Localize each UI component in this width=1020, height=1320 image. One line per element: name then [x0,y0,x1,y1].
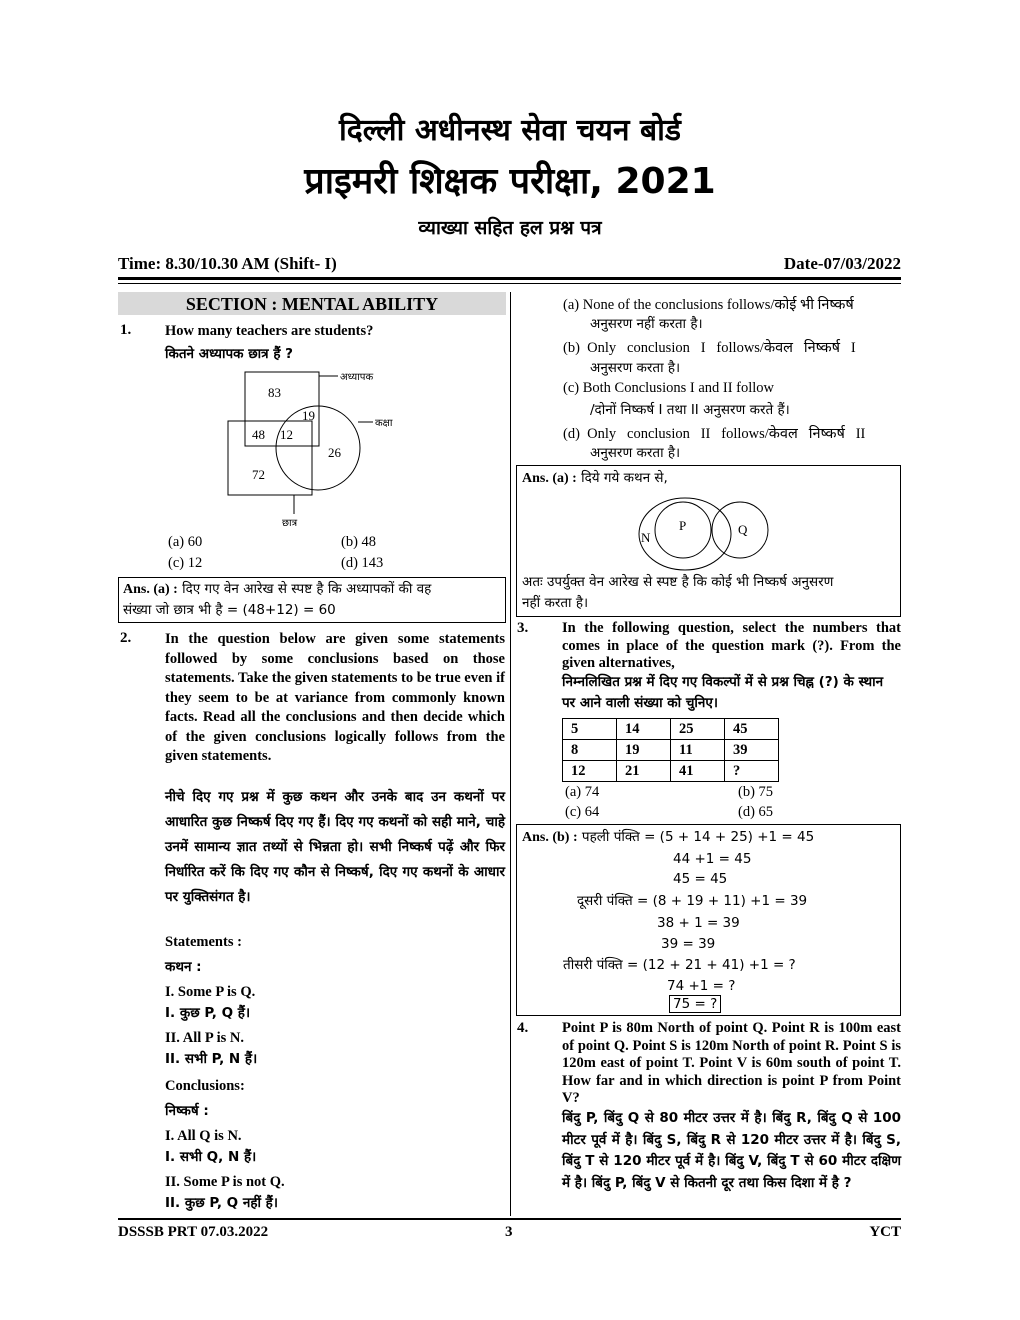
table-row [563,761,779,782]
venn-val-26: 26 [328,445,341,460]
q3-option-b: (b) 75 [738,784,774,800]
q3-answer-final: 75 = ? [669,995,721,1013]
q2-option-a-2: अनुसरण नहीं करता है। [590,316,703,332]
table-row [563,719,779,740]
q2-answer-text-2: अतः उपर्युक्त वेन आरेख से स्पष्ट है कि कोई भी निष्कर्ष अनुसरण [522,574,834,590]
table-cell: 25 [671,719,725,740]
venn-val-19: 19 [302,408,315,423]
header-rule [118,277,901,280]
q2-number: 2. [120,630,132,646]
q4-number: 4. [517,1020,529,1036]
q2-conclusions-hi: निष्कर्ष : [165,1103,209,1119]
q1-answer-box [118,577,506,623]
q3-answer-line-3: 45 = 45 [673,871,728,887]
q3-option-c: (c) 64 [565,804,600,820]
q3-answer-line-5: 38 + 1 = 39 [657,915,740,931]
table-cell: 14 [617,719,671,740]
q1-text-en: How many teachers are students? [165,323,374,339]
table-cell: 21 [617,761,671,782]
page-number: 3 [505,1224,513,1240]
q1-option-a: (a) 60 [168,534,203,550]
q2-option-d: (d) Only conclusion II follows/केवल निष्कर्ष II [563,426,866,442]
q1-option-c: (c) 12 [168,555,203,571]
table-cell: 12 [563,761,617,782]
q3-option-a: (a) 74 [565,784,600,800]
q1-answer-text: दिए गए वेन आरेख से स्पष्ट है कि अध्यापकों की वह [177,581,432,597]
venn-val-12: 12 [280,427,293,442]
q4-text-en: Point P is 80m North of point Q. Point R is 100m east of point Q. Point S is 120m North of point R. Point S is 120m east of point T. Point V is 60m south of point T. How far and in which direction is point P from Point V? [562,1020,901,1106]
q2-option-b-2: अनुसरण करता है। [590,360,681,376]
table-cell: 19 [617,740,671,761]
table-cell: 11 [671,740,725,761]
q1-venn-diagram [220,366,410,532]
footer-rule [118,1218,901,1220]
q3-answer-line-6: 39 = 39 [661,936,716,952]
venn-val-72: 72 [252,467,265,482]
q1-option-d: (d) 143 [341,555,384,571]
q3-answer-line-2: 44 +1 = 45 [673,851,752,867]
q2-option-b: (b) Only conclusion I follows/केवल निष्कर्ष I [563,340,856,356]
q2-conclusion-2-en: II. Some P is not Q. [165,1174,285,1190]
q2-statement-1-en: I. Some P is Q. [165,984,256,1000]
table-cell: 8 [563,740,617,761]
q2-option-c: (c) Both Conclusions I and II follow [563,380,775,396]
q3-text-hi: निम्नलिखित प्रश्न में दिए गए विकल्पों में से प्रश्न चिह्न (?) के स्थान पर आने वाली संख्या को चुनिए। [562,674,884,711]
q3-answer-line-8: 74 +1 = ? [667,978,736,994]
paper-subtitle: व्याख्या सहित हल प्रश्न पत्र [418,217,602,239]
q3-number-table [562,718,779,782]
table-row [563,740,779,761]
footer-exam-code: DSSSB PRT 07.03.2022 [118,1224,269,1240]
table-cell: 41 [671,761,725,782]
q2-statement-2-hi: II. सभी P, N हैं। [165,1051,258,1067]
q2-text-en: In the question below are given some statements followed by some conclusions based on those statements. Take the given statements to be true even if they seem to be at variance from commonly known facts. Read all the conclusions and then decide which of the given conclusions logically follows from the given statements. [165,631,505,764]
q3-text-en: In the following question, select the numbers that comes in place of the question mark (?). From the given alternatives, [562,620,901,671]
q2-answer-text-3: नहीं करता है। [522,595,589,611]
venn-val-48: 48 [252,427,265,442]
header-rule-thin [118,283,901,284]
q2-option-c-2: /दोनों निष्कर्ष I तथा II अनुसरण करते हैं। [590,402,790,418]
table-cell: ? [725,761,779,782]
q3-answer-line-1: पहली पंक्ति = (5 + 14 + 25) +1 = 45 [577,829,815,845]
q1-option-b: (b) 48 [341,534,377,550]
table-cell: 45 [725,719,779,740]
q3-answer-line-7: तीसरी पंक्ति = (12 + 21 + 41) +1 = ? [563,957,796,973]
q2-conclusion-2-hi: II. कुछ P, Q नहीं हैं। [165,1195,278,1211]
q2-statement-2-en: II. All P is N. [165,1030,244,1046]
q2-answer-box [516,465,901,617]
q2-statement-1-hi: I. कुछ P, Q हैं। [165,1005,251,1021]
column-divider [510,292,511,1216]
q2-option-d-2: अनुसरण करता है। [590,445,681,461]
q3-answer-box [516,824,901,1016]
venn-label-class: कक्षा [375,418,393,429]
table-cell: 39 [725,740,779,761]
exam-date: Date-07/03/2022 [783,254,901,273]
q2-conclusion-1-en: I. All Q is N. [165,1128,242,1144]
q1-answer-text-2: संख्या जो छात्र भी है = (48+12) = 60 [123,602,336,618]
board-title: दिल्ली अधीनस्थ सेवा चयन बोर्ड [339,113,681,148]
q1-number: 1. [120,322,132,338]
section-title: SECTION : MENTAL ABILITY [118,292,506,315]
venn-label-n: N [641,530,651,545]
q1-answer-label: Ans. (a) : [123,582,178,597]
exam-time: Time: 8.30/10.30 AM (Shift- I) [118,254,337,273]
exam-title: प्राइमरी शिक्षक परीक्षा, 2021 [304,161,716,202]
q3-option-d: (d) 65 [738,804,774,820]
q2-statements-hi: कथन : [165,959,202,975]
q3-answer-line-4: दूसरी पंक्ति = (8 + 19 + 11) +1 = 39 [577,893,808,909]
footer-publisher: YCT [869,1224,901,1240]
venn-label-q: Q [738,522,748,537]
q2-statements-en: Statements : [165,934,242,950]
q2-venn-diagram [635,494,785,574]
q2-conclusion-1-hi: I. सभी Q, N हैं। [165,1149,257,1165]
venn-label-student: छात्र [282,518,298,529]
q2-answer-label: Ans. (a) : [522,471,577,486]
q2-text-hi: नीचे दिए गए प्रश्न में कुछ कथन और उनके बाद उन कथनों पर आधारित कुछ निष्कर्ष दिए गए हैं। दिए गए कथनों को सही माने, चाहे उनमें सामान्य ज्ञात तथ्यों से भिन्नता हो। सभी निष्कर्ष पढ़ें और फिर निर्धारित करें कि दिए गए कौन से निष्कर्ष, दिए गए कथनों के आधार पर युक्तिसंगत है। [165,789,505,905]
q2-option-a: (a) None of the conclusions follows/कोई भी निष्कर्ष [563,297,854,313]
q3-number: 3. [517,620,529,636]
q4-text-hi: बिंदु P, बिंदु Q से 80 मीटर उत्तर में है। बिंदु R, बिंदु Q से 100 मीटर पूर्व में है। बिंदु S, बिंदु R से 120 मीटर उत्तर में है। बिंदु S, बिंदु T से 120 मीटर पूर्व में है। बिंदु V, बिंदु T से 60 मीटर दक्षिण में है। बिंदु P, बिंदु V से कितनी दूर तथा किस दिशा में है ? [562,1110,901,1191]
q1-text-hi: कितने अध्यापक छात्र हैं ? [165,346,294,362]
venn-label-teacher: अध्यापक [340,372,374,383]
venn-label-p: P [679,518,687,533]
q3-answer-label: Ans. (b) : [522,830,578,845]
venn-val-83: 83 [268,385,281,400]
table-cell: 5 [563,719,617,740]
q2-conclusions-en: Conclusions: [165,1078,245,1094]
q2-answer-text: दिये गये कथन से, [576,470,668,486]
